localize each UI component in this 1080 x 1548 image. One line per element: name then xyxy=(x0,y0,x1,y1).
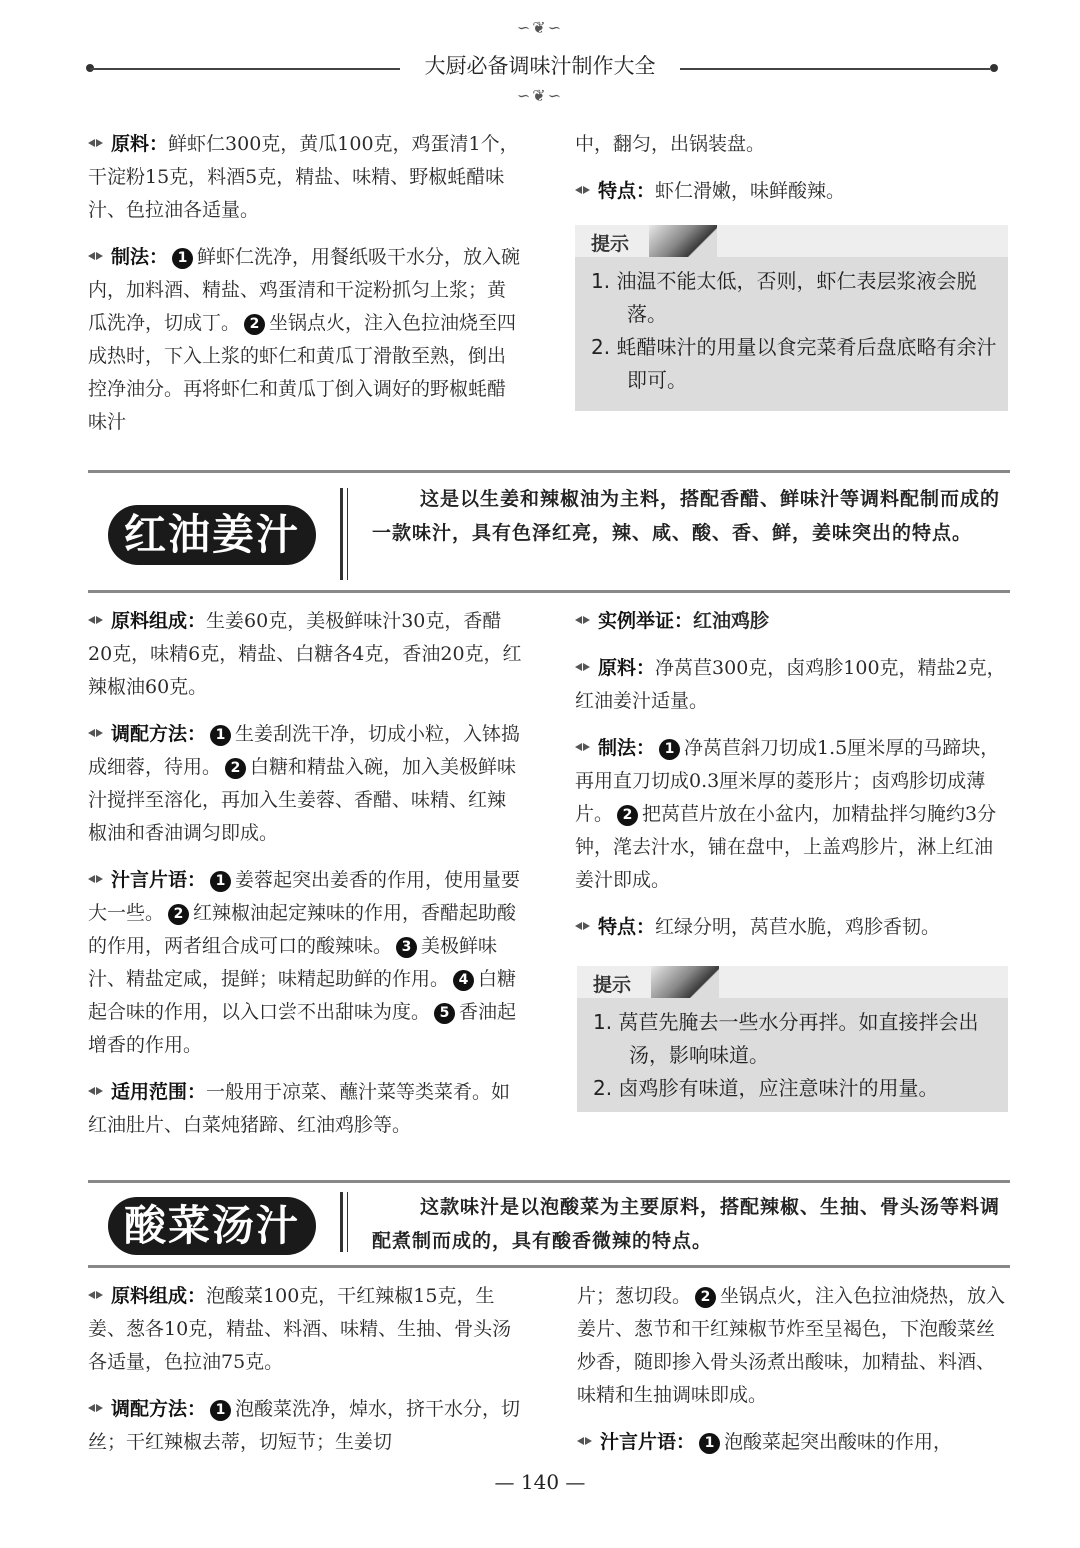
step-number-icon: 1 xyxy=(172,248,193,269)
section-rule xyxy=(88,1265,1010,1268)
tip-item: 1. 油温不能太低，否则，虾仁表层浆液会脱落。 xyxy=(591,269,977,326)
section-divider xyxy=(347,488,348,580)
tip-box xyxy=(577,966,1008,1112)
top-left-column xyxy=(88,128,524,453)
bullet-icon xyxy=(88,729,103,738)
bullet-icon xyxy=(88,139,103,148)
section-divider xyxy=(340,1192,343,1252)
tip-box xyxy=(575,225,1008,411)
tip-item: 1. 莴苣先腌去一些水分再拌。如直接拌会出汤，影响味道。 xyxy=(593,1010,979,1067)
section2-left-column: 原料组成：泡酸菜100克，干红辣椒15克，生姜、葱各10克，精盐、料酒、味精、生抽、骨头汤各适量，色拉油75克。 调配方法： 1 泡酸菜洗净，焯水，挤干水分，切丝；干红辣椒去蒂，切短节；生姜切 xyxy=(88,1285,521,1453)
bullet-icon xyxy=(88,1291,103,1300)
header-rule-dot xyxy=(990,64,998,72)
tip-tab-icon xyxy=(649,225,717,257)
bullet-icon xyxy=(575,616,590,625)
step-number-icon: 2 xyxy=(225,758,246,779)
section-rule xyxy=(88,1180,1010,1183)
step-number-icon: 1 xyxy=(210,725,231,746)
tip-title: 提示 xyxy=(593,974,632,996)
step-number-icon: 2 xyxy=(244,314,265,335)
top-ornament-icon: ∽❦∽ xyxy=(516,18,564,37)
section1-left-column: 原料组成：生姜60克，美极鲜味汁30克，香醋20克，味精6克，精盐、白糖各4克，香油20克，红辣椒油60克。 调配方法： 1 生姜刮洗干净，切成小粒，入钵捣成细蓉，待用。 2 白糖和精盐入碗，加入美极鲜味汁搅拌至溶化，再加入生姜蓉、香醋、味精、红辣椒油和香油调匀即成。 汁言片语： 1 姜蓉起突出姜香的作用，使用量要大一些。 2 红辣椒油起定辣味的作用，香醋起助酸的作用，两者组合成可口的酸辣味。 3 美极鲜味汁、精盐定咸，提鲜；味精起助鲜的作用。 4 白糖起合味的作用，以入口尝不出甜味为度。 5 香油起增香的作用。 适用范围：一般用于凉菜、蘸汁菜等类菜肴。如红油肚片、白菜炖猪蹄、红油鸡胗等。 xyxy=(88,610,522,1136)
bullet-icon xyxy=(88,875,103,884)
bullet-icon xyxy=(88,616,103,625)
section1-right-column: 实例举证：红油鸡胗 原料：净莴苣300克，卤鸡胗100克，精盐2克，红油姜汁适量。 制法： 1 净莴苣斜刀切成1.5厘米厚的马蹄块，再用直刀切成0.3厘米厚的菱形片；卤鸡胗切成薄片。 2 把莴苣片放在小盆内，加精盐拌匀腌约3分钟，滗去汁水，铺在盘中，上盖鸡胗片，淋上红油姜汁即成。 特点：红绿分明，莴苣水脆，鸡胗香韧。 xyxy=(575,610,1006,938)
step-number-icon: 1 xyxy=(210,871,231,892)
tip-item: 2. 卤鸡胗有味道，应注意味汁的用量。 xyxy=(593,1076,939,1100)
bullet-icon xyxy=(577,1437,592,1446)
step-number-icon: 2 xyxy=(695,1287,716,1308)
section-divider xyxy=(340,488,343,580)
bullet-icon xyxy=(575,922,590,931)
tip-title: 提示 xyxy=(591,233,630,255)
tip-tab-icon xyxy=(651,966,719,998)
section-intro: 这是以生姜和辣椒油为主料，搭配香醋、鲜味汁等调料配制而成的一款味汁，具有色泽红亮，辣、咸、酸、香、鲜，姜味突出的特点。 xyxy=(372,488,1001,544)
bullet-icon xyxy=(88,1404,103,1413)
ingredients-paragraph: 原料：鲜虾仁300克，黄瓜100克，鸡蛋清1个，干淀粉15克，料酒5克，精盐、味精、野椒蚝醋味汁、色拉油各适量。 xyxy=(88,133,519,221)
method-paragraph: 制法： 1 鲜虾仁洗净，用餐纸吸干水分，放入碗内，加料酒、精盐、鸡蛋清和干淀粉抓匀上浆；黄瓜洗净，切成丁。 2 坐锅点火，注入色拉油烧至四成热时，下入上浆的虾仁和黄瓜丁滑散至熟，倒出控净油分。再将虾仁和黄瓜丁倒入调好的野椒蚝醋味汁 xyxy=(88,246,521,433)
bullet-icon xyxy=(575,186,590,195)
bullet-icon xyxy=(88,252,103,261)
continued-text: 中，翻匀，出锅装盘。 xyxy=(575,133,766,155)
section-rule xyxy=(88,470,1010,473)
step-number-icon: 1 xyxy=(659,739,680,760)
step-number-icon: 4 xyxy=(453,970,474,991)
bullet-icon xyxy=(575,663,590,672)
step-number-icon: 3 xyxy=(396,937,417,958)
section2-right-column: 片；葱切段。 2 坐锅点火，注入色拉油烧热，放入姜片、葱节和干红辣椒节炸至呈褐色，下泡酸菜丝炒香，随即掺入骨头汤煮出酸味，加精盐、料酒、味精和生抽调味即成。 汁言片语： 1 泡酸菜起突出酸味的作用， xyxy=(577,1285,1006,1453)
section-intro: 这款味汁是以泡酸菜为主要原料，搭配辣椒、生抽、骨头汤等料调配煮制而成的，具有酸香微辣的特点。 xyxy=(372,1196,1001,1252)
section-divider xyxy=(347,1192,348,1252)
bullet-icon xyxy=(575,743,590,752)
page-number: — 140 — xyxy=(494,1470,586,1494)
tip-item: 2. 蚝醋味汁的用量以食完菜肴后盘底略有余汁即可。 xyxy=(591,335,997,392)
step-number-icon: 1 xyxy=(210,1400,231,1421)
feature-paragraph: 特点：虾仁滑嫩，味鲜酸辣。 xyxy=(575,175,1010,208)
section-title: 红油姜汁 xyxy=(108,505,316,565)
bottom-ornament-icon: ∽❦∽ xyxy=(516,86,564,105)
step-number-icon: 2 xyxy=(617,805,638,826)
step-number-icon: 1 xyxy=(699,1433,720,1454)
top-right-column xyxy=(575,128,1010,222)
section-rule xyxy=(88,590,1010,593)
book-title: 大厨必备调味汁制作大全 xyxy=(400,50,680,80)
section-title: 酸菜汤汁 xyxy=(108,1197,316,1255)
bullet-icon xyxy=(88,1087,103,1096)
step-number-icon: 5 xyxy=(434,1003,455,1024)
step-number-icon: 2 xyxy=(168,904,189,925)
